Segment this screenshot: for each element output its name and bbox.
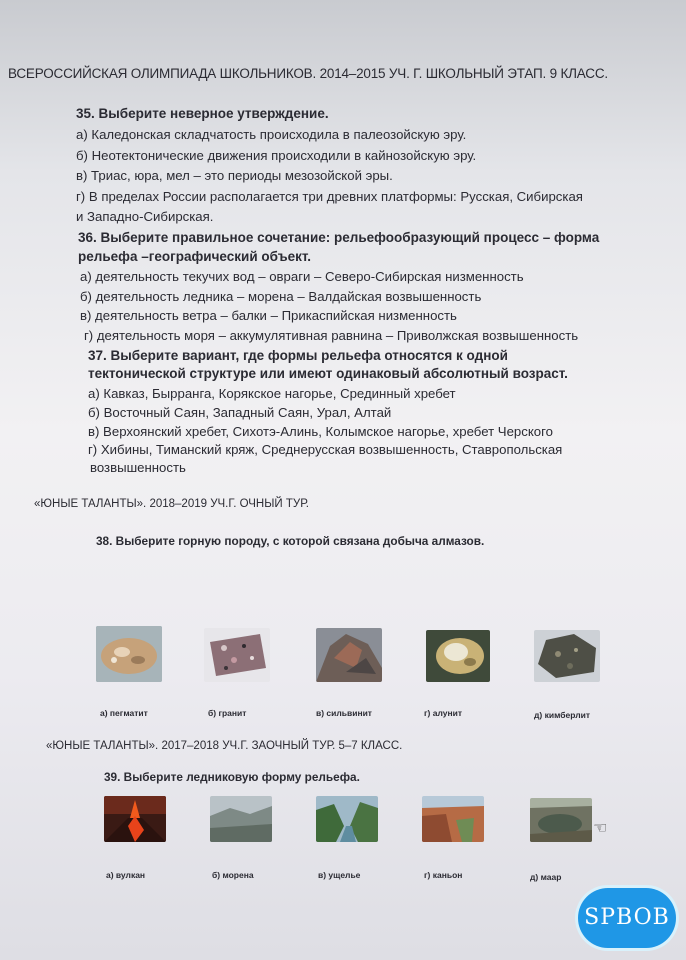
pegmatite-rock-photo[interactable] — [96, 626, 162, 682]
sylvinite-rock-photo[interactable] — [316, 628, 382, 682]
q35-option-d: г) В пределах России располагается три древних платформы: Русская, Сибирская — [76, 189, 583, 204]
caption-sylvinite: в) сильвинит — [316, 708, 372, 718]
caption-canyon: г) каньон — [424, 870, 463, 880]
caption-volcano: а) вулкан — [106, 870, 146, 880]
volcano-icon — [104, 796, 166, 842]
document-header: ВСЕРОССИЙСКАЯ ОЛИМПИАДА ШКОЛЬНИКОВ. 2014–2015 УЧ. Г. ШКОЛЬНЫЙ ЭТАП. 9 КЛАСС. — [8, 66, 608, 81]
q37-option-d-cont: возвышенность — [90, 460, 186, 475]
q36-option-d: г) деятельность моря – аккумулятивная равнина – Приволжская возвышенность — [84, 328, 579, 343]
kimberlite-rock-photo[interactable] — [534, 630, 600, 682]
caption-gorge: в) ущелье — [318, 870, 361, 880]
volcano-photo[interactable] — [104, 796, 166, 842]
alunite-rock-icon — [426, 630, 490, 682]
caption-granite: б) гранит — [208, 708, 247, 718]
question-39: 39. Выберите ледниковую форму рельефа. — [104, 770, 360, 784]
question-36-line2: рельефа –географический объект. — [78, 249, 312, 264]
q36-option-b: б) деятельность ледника – морена – Валдайская возвышенность — [80, 289, 482, 304]
caption-pegmatite: а) пегматит — [100, 708, 148, 718]
moraine-photo[interactable] — [210, 796, 272, 842]
gorge-photo[interactable] — [316, 796, 378, 842]
caption-alunite: г) алунит — [424, 708, 462, 718]
alunite-rock-photo[interactable] — [426, 630, 490, 682]
maar-icon — [530, 798, 592, 842]
caption-kimberlite: д) кимберлит — [534, 710, 590, 720]
q37-option-a: а) Кавказ, Бырранга, Корякское нагорье, Срединный хребет — [88, 386, 456, 401]
hand-cursor-icon: ☜ — [593, 820, 608, 837]
q35-option-d-cont: и Западно-Сибирская. — [76, 209, 214, 224]
section-heading-2017: «ЮНЫЕ ТАЛАНТЫ». 2017–2018 УЧ.Г. ЗАОЧНЫЙ ТУР. 5–7 КЛАСС. — [46, 740, 403, 752]
question-38: 38. Выберите горную породу, с которой связана добыча алмазов. — [96, 534, 485, 548]
maar-photo[interactable] — [530, 798, 592, 842]
q37-option-c: в) Верхоянский хребет, Сихотэ-Алинь, Колымское нагорье, хребет Черского — [88, 424, 553, 439]
gorge-icon — [316, 796, 378, 842]
q37-option-b: б) Восточный Саян, Западный Саян, Урал, Алтай — [88, 405, 392, 420]
q35-option-a: а) Каледонская складчатость происходила в палеозойскую эру. — [76, 127, 467, 142]
q37-option-d: г) Хибины, Тиманский кряж, Среднерусская возвышенность, Ставропольская — [88, 442, 563, 457]
question-36-line1: 36. Выберите правильное сочетание: рельефообразующий процесс – форма — [78, 230, 600, 245]
question-35: 35. Выберите неверное утверждение. — [76, 106, 329, 121]
caption-maar: д) маар — [530, 872, 562, 882]
kimberlite-rock-icon — [534, 630, 600, 682]
q35-option-b: б) Неотектонические движения происходили в кайнозойскую эру. — [76, 148, 477, 163]
canyon-photo[interactable] — [422, 796, 484, 842]
caption-moraine: б) морена — [212, 870, 254, 880]
granite-rock-icon — [204, 628, 270, 682]
moraine-icon — [210, 796, 272, 842]
section-heading-2018: «ЮНЫЕ ТАЛАНТЫ». 2018–2019 УЧ.Г. ОЧНЫЙ ТУР. — [34, 498, 309, 510]
q36-option-a: а) деятельность текучих вод – овраги – Северо-Сибирская низменность — [80, 269, 524, 284]
canyon-icon — [422, 796, 484, 842]
question-37-line1: 37. Выберите вариант, где формы рельефа относятся к одной — [88, 348, 508, 363]
q35-option-c: в) Триас, юра, мел – это периоды мезозойской эры. — [76, 168, 393, 183]
spbob-watermark-logo: SPBOB — [578, 888, 676, 948]
granite-rock-photo[interactable] — [204, 628, 270, 682]
q36-option-c: в) деятельность ветра – балки – Прикаспийская низменность — [80, 308, 457, 323]
sylvinite-rock-icon — [316, 628, 382, 682]
pegmatite-rock-icon — [96, 626, 162, 682]
question-37-line2: тектонической структуре или имеют одинаковый абсолютный возраст. — [88, 366, 568, 381]
